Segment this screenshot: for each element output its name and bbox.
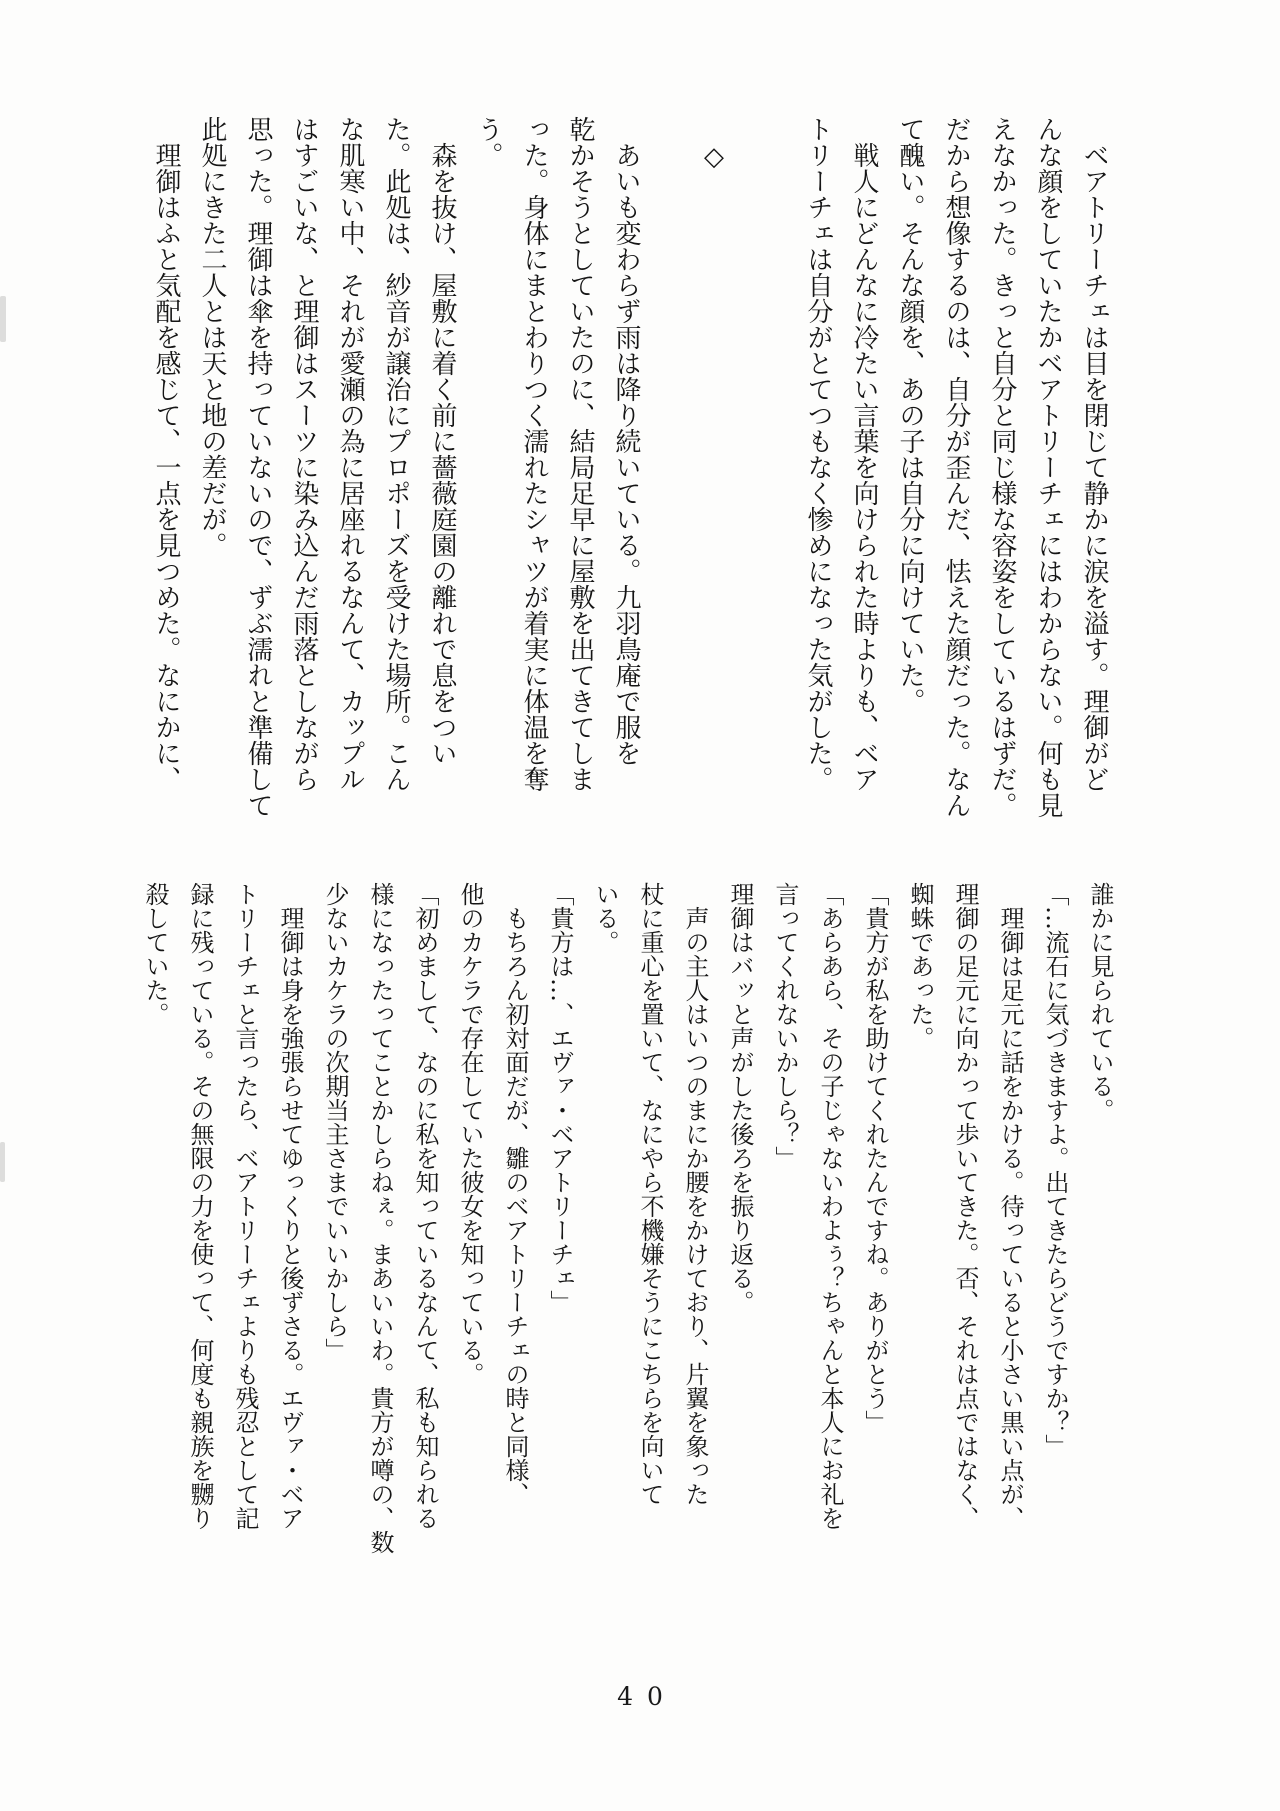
text-column: 殺していた。 (141, 882, 169, 1026)
text-column: 乾かそうとしていたのに、結局足早に屋敷を出てきてしま (565, 116, 595, 792)
text-column: 森を抜け、屋敷に着く前に薔薇庭園の離れで息をつい (427, 142, 457, 766)
text-column: トリーチェは自分がとてつもなく惨めになった気がした。 (803, 116, 833, 792)
text-column: 言ってくれないかしら？」 (771, 882, 799, 1170)
scan-artifact (0, 296, 6, 342)
section-divider: ◇ (699, 142, 729, 172)
text-column: 「初めまして、なのに私を知っているなんて、私も知られる (411, 882, 439, 1530)
text-column: えなかった。きっと自分と同じ様な容姿をしているはずだ。 (987, 116, 1017, 818)
text-column: て醜い。そんな顔を、あの子は自分に向けていた。 (895, 116, 925, 714)
text-column: 「貴方が私を助けてくれたんですね。ありがとう」 (861, 882, 889, 1434)
text-column: 理御はふと気配を感じて、一点を見つめた。なにかに、 (151, 142, 181, 792)
text-column: 誰かに見られている。 (1086, 882, 1114, 1122)
text-column: だから想像するのは、自分が歪んだ、怯えた顔だった。なん (941, 116, 971, 818)
text-column: 理御は身を強張らせてゆっくりと後ずさる。エヴァ・ベア (276, 906, 304, 1530)
text-column: もちろん初対面だが、雛のベアトリーチェの時と同様、 (501, 906, 529, 1506)
text-column: 此処にきた二人とは天と地の差だが。 (197, 116, 227, 558)
text-column: う。 (473, 116, 503, 168)
text-column: 蜘蛛であった。 (906, 882, 934, 1050)
text-column: 少ないカケラの次期当主さまでいいかしら」 (321, 882, 349, 1362)
text-column: った。身体にまとわりつく濡れたシャツが着実に体温を奪 (519, 116, 549, 792)
scan-artifact (0, 1142, 5, 1182)
text-column: いる。 (591, 882, 619, 954)
bottom-text-block (132, 882, 1122, 1562)
text-column: あいも変わらず雨は降り続いている。九羽鳥庵で服を (611, 142, 641, 766)
text-column: 他のカケラで存在していた彼女を知っている。 (456, 882, 484, 1386)
text-column: トリーチェと言ったら、ベアトリーチェよりも残忍として記 (231, 882, 259, 1530)
text-column: 理御の足元に向かって歩いてきた。否、それは点ではなく、 (951, 882, 979, 1530)
text-column: 「貴方は…、エヴァ・ベアトリーチェ」 (546, 882, 574, 1314)
text-column: 理御は足元に話をかける。待っていると小さい黒い点が、 (996, 906, 1024, 1530)
text-column: ベアトリーチェは目を閉じて静かに涙を溢す。理御がど (1079, 142, 1109, 792)
text-column: 録に残っている。その無限の力を使って、何度も親族を嬲り (186, 882, 214, 1530)
text-column: 杖に重心を置いて、なにやら不機嫌そうにこちらを向いて (636, 882, 664, 1506)
text-column: 戦人にどんなに冷たい言葉を向けられた時よりも、ベア (849, 142, 879, 792)
text-column: んな顔をしていたかベアトリーチェにはわからない。何も見 (1033, 116, 1063, 818)
text-column: た。此処は、紗音が譲治にプロポーズを受けた場所。こん (381, 116, 411, 792)
text-column: 「…流石に気づきますよ。出てきたらどうですか？」 (1041, 882, 1069, 1458)
text-column: はすごいな、と理御はスーツに染み込んだ雨落としながら (289, 116, 319, 792)
text-column: 「あらあら、その子じゃないわよぅ？ちゃんと本人にお礼を (816, 882, 844, 1530)
text-column: 様になったってことかしらねぇ。まあいいわ。貴方が噂の、数 (366, 882, 394, 1554)
text-column: 声の主人はいつのまにか腰をかけており、片翼を象った (681, 906, 709, 1506)
top-text-block (143, 116, 1117, 828)
text-column: 理御はバッと声がした後ろを振り返る。 (726, 882, 754, 1314)
page-number: 40 (617, 1682, 677, 1711)
text-column: な肌寒い中、それが愛瀬の為に居座れるなんて、カップル (335, 116, 365, 792)
text-column: 思った。理御は傘を持っていないので、ずぶ濡れと準備して (243, 116, 273, 818)
